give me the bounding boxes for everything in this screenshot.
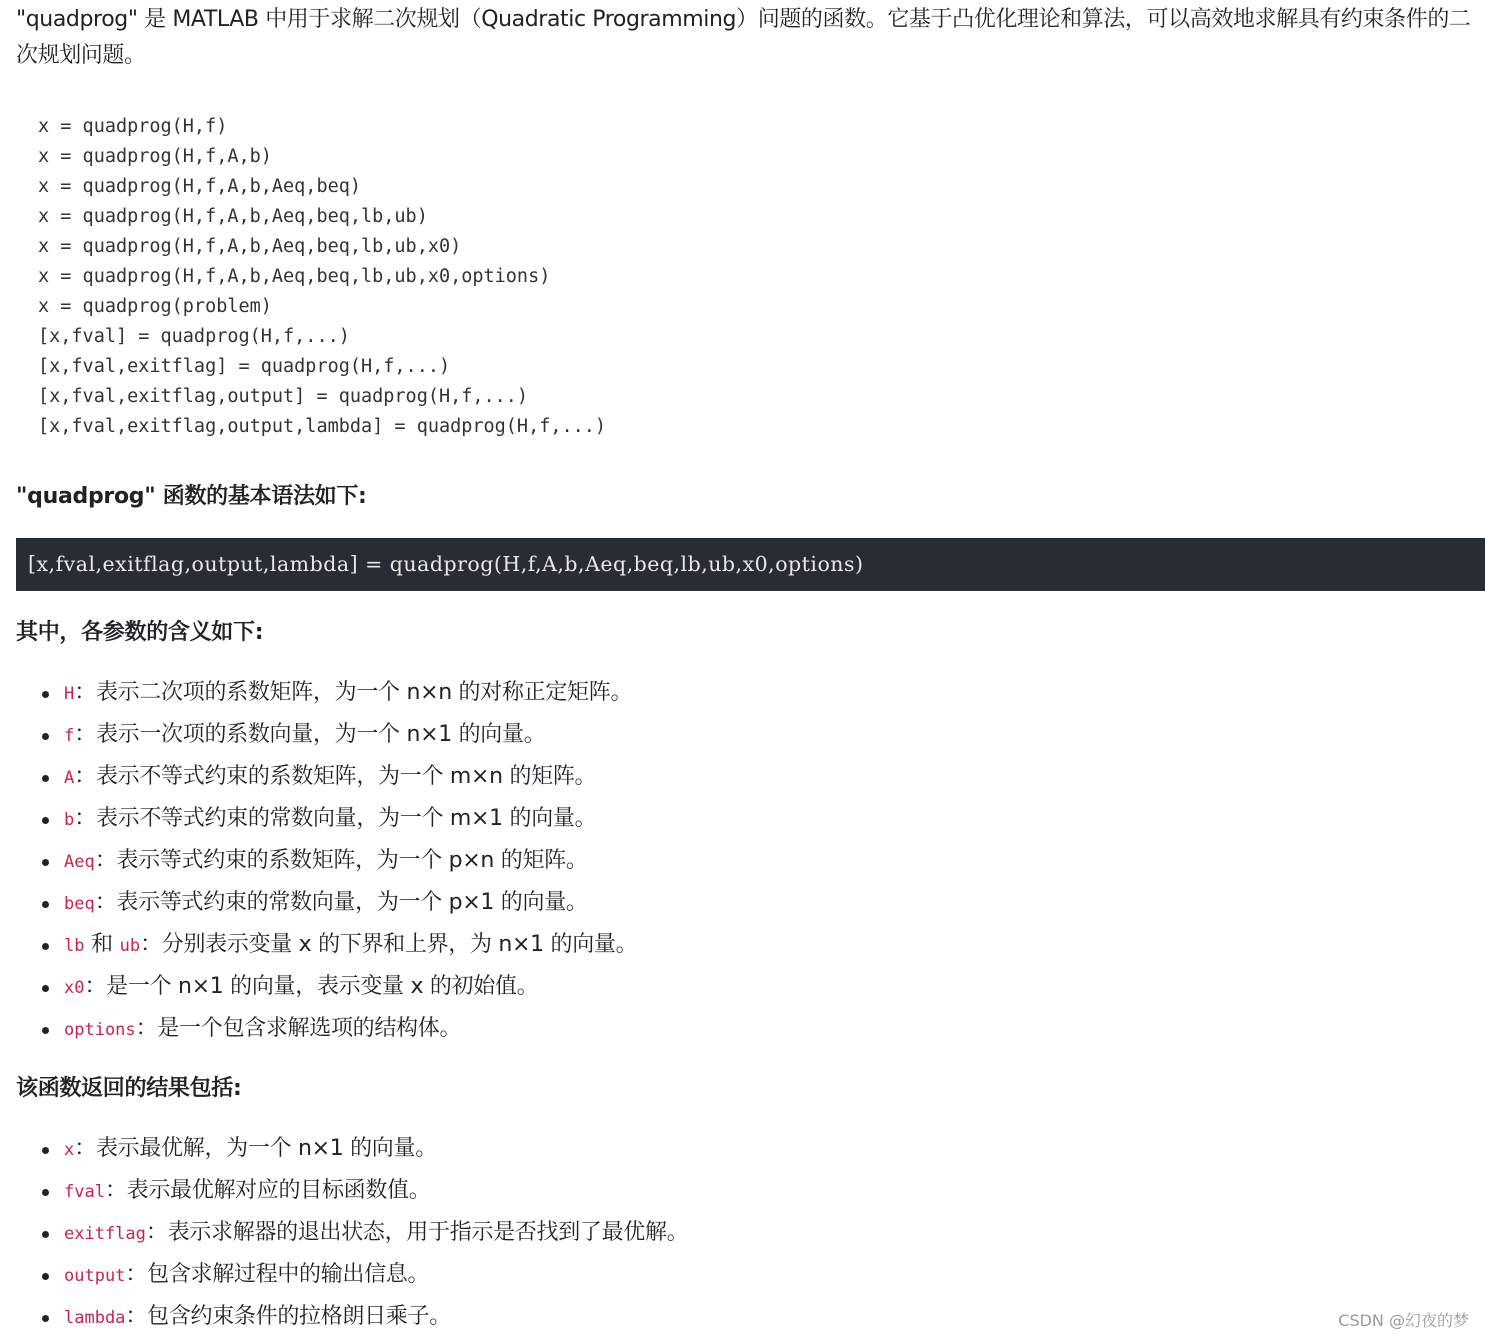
bullet-icon (42, 1189, 49, 1196)
inline-code: A (64, 768, 75, 788)
bullet-icon (42, 1273, 49, 1280)
item-desc: ：表示二次项的系数矩阵，为一个 n×n 的对称正定矩阵。 (74, 680, 633, 705)
item-desc: ：包含求解过程中的输出信息。 (125, 1262, 430, 1287)
bullet-icon (42, 1027, 49, 1034)
syntax-line: x = quadprog(H,f,A,b,Aeq,beq,lb,ub,x0) (38, 236, 462, 257)
bullet-icon (42, 1315, 49, 1322)
inline-code: lambda (64, 1308, 126, 1328)
list-item (16, 924, 637, 966)
item-desc: ：表示最优解，为一个 n×1 的向量。 (74, 1136, 437, 1161)
bullet-icon (42, 859, 49, 866)
list-item (16, 798, 637, 840)
syntax-heading: "quadprog" 函数的基本语法如下: (16, 484, 367, 509)
list-item (16, 1128, 688, 1170)
bullet-icon (42, 691, 49, 698)
item-desc: ：包含约束条件的拉格朗日乘子。 (125, 1304, 451, 1329)
item-desc: ：是一个 n×1 的向量，表示变量 x 的初始值。 (84, 974, 539, 999)
bullet-icon (42, 733, 49, 740)
inline-code: x (64, 1140, 75, 1160)
item-desc: ：表示不等式约束的常数向量，为一个 m×1 的向量。 (74, 806, 597, 831)
inline-code: exitflag (64, 1224, 146, 1244)
syntax-line: x = quadprog(problem) (38, 296, 272, 317)
syntax-line: [x,fval,exitflag] = quadprog(H,f,...) (38, 356, 451, 377)
bullet-icon (42, 775, 49, 782)
item-desc: ：表示求解器的退出状态，用于指示是否找到了最优解。 (145, 1220, 689, 1245)
item-desc: ：表示等式约束的系数矩阵，为一个 p×n 的矩阵。 (94, 848, 588, 873)
inline-code: x0 (64, 978, 85, 998)
syntax-code-block[interactable]: [x,fval,exitflag,output,lambda] = quadprog(H,f,A,b,Aeq,beq,lb,ub,x0,options) (16, 538, 1485, 591)
syntax-line: [x,fval,exitflag,output,lambda] = quadprog(H,f,...) (38, 416, 607, 437)
params-heading: 其中，各参数的含义如下: (16, 620, 264, 645)
list-item (16, 1254, 688, 1296)
syntax-line: [x,fval] = quadprog(H,f,...) (38, 326, 350, 347)
syntax-line: x = quadprog(H,f) (38, 116, 228, 137)
bullet-icon (42, 1231, 49, 1238)
returns-heading: 该函数返回的结果包括: (16, 1076, 242, 1101)
item-conjunction: 和 (84, 932, 120, 957)
list-item (16, 756, 637, 798)
item-desc: ：表示不等式约束的系数矩阵，为一个 m×n 的矩阵。 (74, 764, 597, 789)
syntax-line: x = quadprog(H,f,A,b,Aeq,beq) (38, 176, 362, 197)
syntax-line: x = quadprog(H,f,A,b,Aeq,beq,lb,ub) (38, 206, 428, 227)
list-item (16, 672, 637, 714)
returns-list (16, 1128, 688, 1338)
inline-code: ub (119, 936, 141, 956)
list-item (16, 1008, 637, 1050)
inline-code: Aeq (64, 852, 95, 872)
inline-code: f (64, 726, 75, 746)
inline-code: b (64, 810, 75, 830)
params-list (16, 672, 637, 1050)
syntax-list (38, 112, 1485, 442)
inline-code: beq (64, 894, 95, 914)
list-item (16, 1296, 688, 1338)
intro-paragraph: "quadprog" 是 MATLAB 中用于求解二次规划（Quadratic Programming）问题的函数。它基于凸优化理论和算法，可以高效地求解具有约束条件的二次规划问题。 (16, 7, 1471, 68)
list-item (16, 966, 637, 1008)
list-item (16, 1212, 688, 1254)
bullet-icon (42, 985, 49, 992)
item-desc: ：分别表示变量 x 的下界和上界，为 n×1 的向量。 (140, 932, 638, 957)
item-desc: ：表示最优解对应的目标函数值。 (104, 1178, 431, 1203)
inline-code: H (64, 684, 75, 704)
bullet-icon (42, 817, 49, 824)
list-item (16, 882, 637, 924)
bullet-icon (42, 901, 49, 908)
item-desc: ：表示一次项的系数向量，为一个 n×1 的向量。 (74, 722, 546, 747)
syntax-line: x = quadprog(H,f,A,b) (38, 146, 272, 167)
item-desc: ：是一个包含求解选项的结构体。 (135, 1016, 462, 1041)
list-item (16, 714, 637, 756)
inline-code: options (64, 1020, 136, 1040)
inline-code: output (64, 1266, 126, 1286)
syntax-line: [x,fval,exitflag,output] = quadprog(H,f,...) (38, 386, 529, 407)
inline-code: fval (64, 1182, 105, 1202)
list-item (16, 1170, 688, 1212)
bullet-icon (42, 943, 49, 950)
list-item (16, 840, 637, 882)
inline-code: lb (64, 936, 85, 956)
item-desc: ：表示等式约束的常数向量，为一个 p×1 的向量。 (94, 890, 588, 915)
bullet-icon (42, 1147, 49, 1154)
syntax-line: x = quadprog(H,f,A,b,Aeq,beq,lb,ub,x0,options) (38, 266, 551, 287)
watermark: CSDN @幻夜的梦 (1338, 1311, 1469, 1330)
